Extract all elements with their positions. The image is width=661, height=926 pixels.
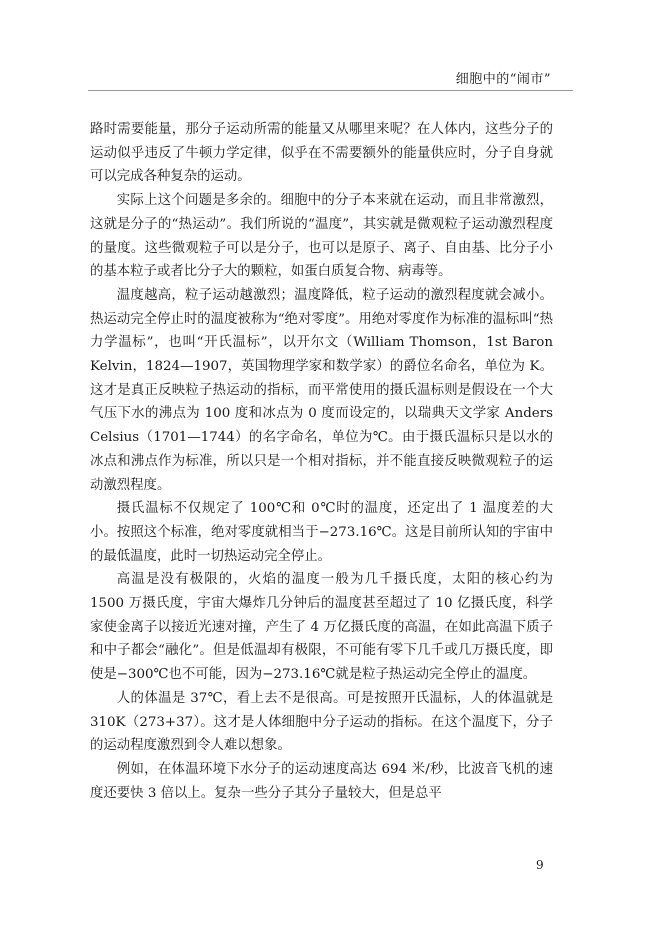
paragraph-3: 温度越高，粒子运动越激烈；温度降低，粒子运动的激烈程度就会减小。热运动完全停止时的温度被称为“绝对零度”。用绝对零度作为标准的温标叫“热力学温标”，也叫“开氏温标”，以开尔文（William Thomson，1st Baron Kelvin，1824—1907，英国物理学家和数学家）的爵位名命名，单位为 K。这才是真正反映粒子热运动的指标，而平常使用的摄氏温标则是假设在一个大气压下水的沸点为 100 度和冰点为 0 度而设定的，以瑞典天文学家 Anders Celsius（1701—1744）的名字命名，单位为℃。由于摄氏温标只是以水的冰点和沸点作为标准，所以只是一个相对指标，并不能直接反映微观粒子的运动激烈程度。 [90,287,553,493]
body-text [90,118,553,805]
paragraph-2: 实际上这个问题是多余的。细胞中的分子本来就在运动，而且非常激烈，这就是分子的“热运动”。我们所说的“温度”，其实就是微观粒子运动激烈程度的量度。这些微观粒子可以是分子，也可以是原子、离子、自由基、比分子小的基本粒子或者比分子大的颗粒，如蛋白质复合物、病毒等。 [90,193,553,280]
paragraph-4: 摄氏温标不仅规定了 100℃和 0℃时的温度，还定出了 1 温度差的大小。按照这个标准，绝对零度就相当于−273.16℃。这是目前所认知的宇宙中的最低温度，此时一切热运动完全停止。 [90,501,553,564]
paragraph-6: 人的体温是 37℃，看上去不是很高。可是按照开氏温标，人的体温就是 310K（273+37）。这才是人体细胞中分子运动的指标。在这个温度下，分子的运动程度激烈到令人难以想象。 [90,690,553,754]
page-number: 9 [536,858,544,872]
header-rule [88,90,573,91]
paragraph-1: 路时需要能量，那分子运动所需的能量又从哪里来呢？在人体内，这些分子的运动似乎违反了牛顿力学定律，似乎在不需要额外的能量供应时，分子自身就可以完成各种复杂的运动。 [90,122,553,185]
paragraph-5: 高温是没有极限的，火焰的温度一般为几千摄氏度，太阳的核心约为 1500 万摄氏度，宇宙大爆炸几分钟后的温度甚至超过了 10 亿摄氏度，科学家使金离子以接近光速对撞，产生了 4 万亿摄氏度的高温，在如此高温下质子和中子都会“融化”。但是低温却有极限，不可能有零下几千或几万摄氏度，即使是−300℃也不可能，因为−273.16℃就是粒子热运动完全停止的温度。 [90,572,553,683]
running-header: 细胞中的“闹市” [455,72,551,87]
paragraph-7: 例如，在体温环境下水分子的运动速度高达 694 米/秒，比波音飞机的速度还要快 3 倍以上。复杂一些分子其分子量较大，但是总平 [90,761,553,801]
